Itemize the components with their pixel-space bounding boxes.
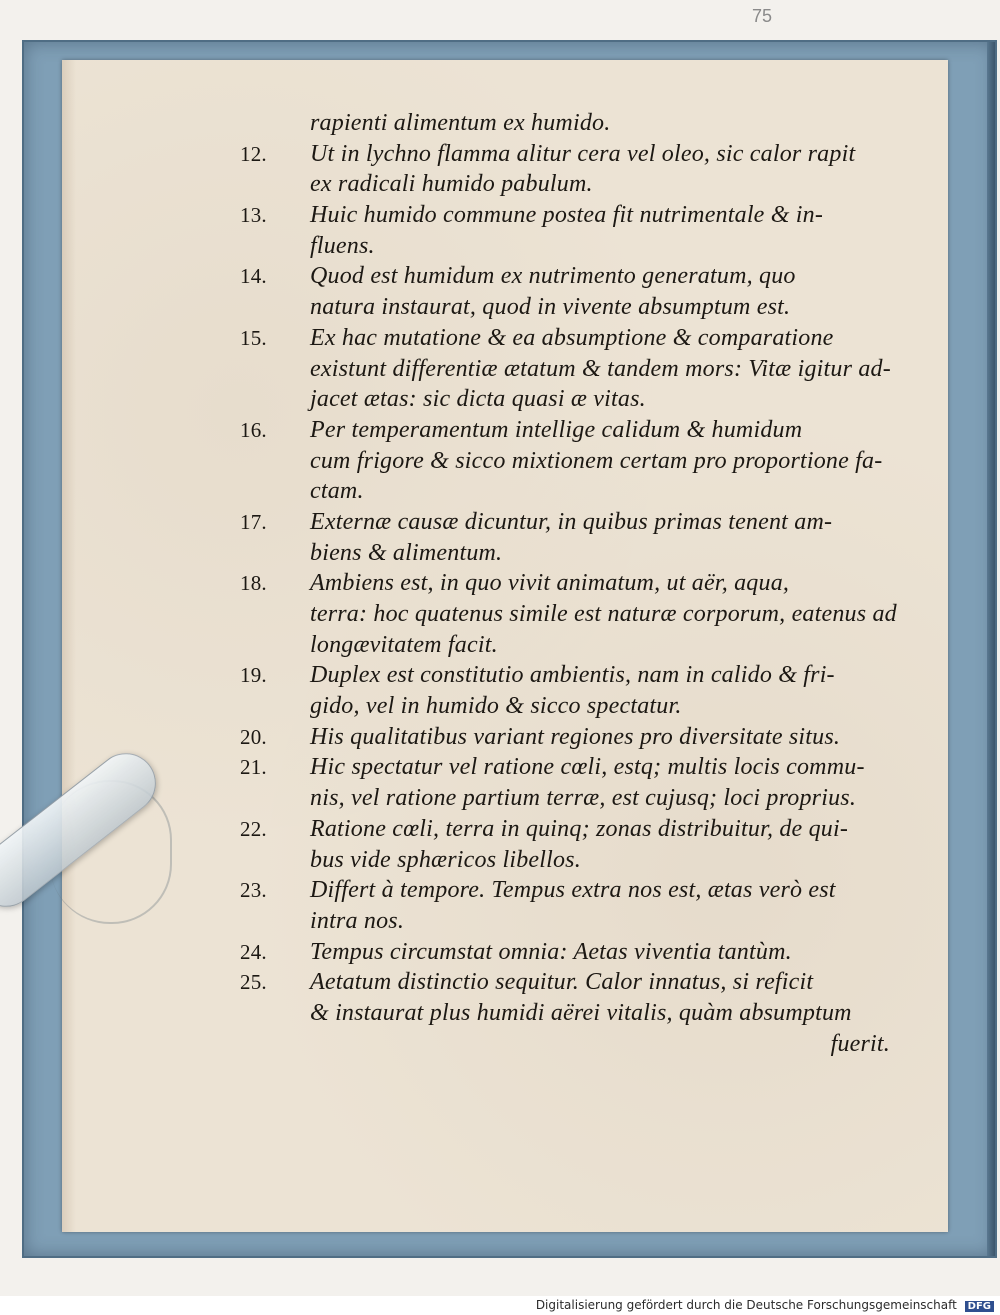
text-line xyxy=(240,875,890,906)
text-line xyxy=(240,108,890,139)
line-text: Ut in lychno flamma alitur cera vel oleo, sic calor rapit xyxy=(310,140,856,167)
footer xyxy=(0,1296,1000,1315)
board-edge xyxy=(987,42,995,1256)
paragraph-number: 25. xyxy=(240,970,267,995)
text-line xyxy=(240,200,890,231)
text-line xyxy=(240,476,890,507)
text-line xyxy=(240,752,890,783)
text-line xyxy=(240,660,890,691)
line-text: Aetatum distinctio sequitur. Calor innatus, si reficit xyxy=(310,969,814,996)
text-line xyxy=(240,906,890,937)
line-text: Hic spectatur vel ratione cœli, estq; multis locis commu- xyxy=(310,754,865,781)
line-text: cum frigore & sicco mixtionem certam pro proportione fa- xyxy=(310,447,883,474)
pencil-mark: 75 xyxy=(752,6,773,26)
text-line xyxy=(240,783,890,814)
text-line xyxy=(240,967,890,998)
line-text: Ratione cœli, terra in quinq; zonas distribuitur, de qui- xyxy=(310,815,849,842)
text-line xyxy=(240,292,890,323)
text-line xyxy=(240,1029,890,1060)
line-text: fluens. xyxy=(310,232,375,259)
line-text: Ex hac mutatione & ea absumptione & comparatione xyxy=(310,324,834,351)
paragraph-number: 15. xyxy=(240,325,267,350)
text-line xyxy=(240,937,890,968)
text-line xyxy=(240,354,890,385)
text-line xyxy=(240,507,890,538)
line-text: jacet ætas: sic dicta quasi æ vitas. xyxy=(310,386,646,413)
line-text: Duplex est constitutio ambientis, nam in calido & fri- xyxy=(310,662,835,689)
line-text: His qualitatibus variant regiones pro diversitate situs. xyxy=(310,723,841,750)
text-line xyxy=(240,845,890,876)
paragraph-number: 14. xyxy=(240,264,267,289)
paragraph-number: 12. xyxy=(240,141,267,166)
dfg-logo: DFG xyxy=(965,1301,994,1312)
text-line xyxy=(240,169,890,200)
line-text: biens & alimentum. xyxy=(310,539,503,566)
footer-credit xyxy=(536,1298,994,1312)
line-text: bus vide sphæricos libellos. xyxy=(310,846,581,873)
text-line xyxy=(240,538,890,569)
line-text: gido, vel in humido & sicco spectatur. xyxy=(310,693,682,720)
line-text: fuerit. xyxy=(830,1030,890,1057)
text-line xyxy=(240,139,890,170)
text-line xyxy=(240,323,890,354)
text-line xyxy=(240,722,890,753)
footer-credit-text: Digitalisierung gefördert durch die Deutsche Forschungsgemeinschaft xyxy=(535,1298,957,1312)
text-line xyxy=(240,599,897,630)
paragraph-number: 24. xyxy=(240,939,267,964)
paragraph-number: 21. xyxy=(240,755,267,780)
text-line xyxy=(240,630,890,661)
paragraph-number: 17. xyxy=(240,509,267,534)
text-line xyxy=(240,415,890,446)
line-text: natura instaurat, quod in vivente absumptum est. xyxy=(310,294,791,321)
line-text: ex radicali humido pabulum. xyxy=(310,171,593,198)
paragraph-number: 16. xyxy=(240,417,267,442)
line-text: Quod est humidum ex nutrimento generatum, quo xyxy=(310,263,796,290)
line-text: existunt differentiæ ætatum & tandem mors: Vitæ igitur ad- xyxy=(310,355,891,382)
text-line xyxy=(240,261,890,292)
line-text: Huic humido commune postea fit nutrimentale & in- xyxy=(310,202,824,229)
line-text: nis, vel ratione partium terræ, est cujusq; loci proprius. xyxy=(310,785,857,812)
paragraph-number: 22. xyxy=(240,816,267,841)
text-line xyxy=(240,568,890,599)
text-line xyxy=(240,231,890,262)
text-line xyxy=(240,446,890,477)
paragraph-number: 19. xyxy=(240,663,267,688)
line-text: ctam. xyxy=(310,478,364,505)
line-text: longævitatem facit. xyxy=(310,631,498,658)
line-text: terra: hoc quatenus simile est naturæ corporum, eatenus ad xyxy=(310,601,897,627)
line-text: Per temperamentum intellige calidum & humidum xyxy=(310,416,803,443)
text-line xyxy=(240,998,890,1029)
line-text: Ambiens est, in quo vivit animatum, ut aër, aqua, xyxy=(310,570,790,597)
page-text xyxy=(240,108,897,1059)
line-text: rapienti alimentum ex humido. xyxy=(310,110,611,136)
line-text: & instaurat plus humidi aërei vitalis, quàm absumptum xyxy=(310,999,852,1026)
paragraph-number: 20. xyxy=(240,724,267,749)
text-line xyxy=(240,814,890,845)
text-line xyxy=(240,384,890,415)
paragraph-number: 13. xyxy=(240,203,267,228)
line-text: intra nos. xyxy=(310,907,405,934)
paragraph-number: 18. xyxy=(240,571,267,596)
paragraph-number: 23. xyxy=(240,878,267,903)
line-text: Differt à tempore. Tempus extra nos est, ætas verò est xyxy=(310,877,836,904)
text-line xyxy=(240,691,890,722)
line-text: Tempus circumstat omnia: Aetas viventia tantùm. xyxy=(310,938,792,965)
page-fold-shadow xyxy=(62,60,76,1232)
line-text: Externæ causæ dicuntur, in quibus primas tenent am- xyxy=(310,508,833,535)
